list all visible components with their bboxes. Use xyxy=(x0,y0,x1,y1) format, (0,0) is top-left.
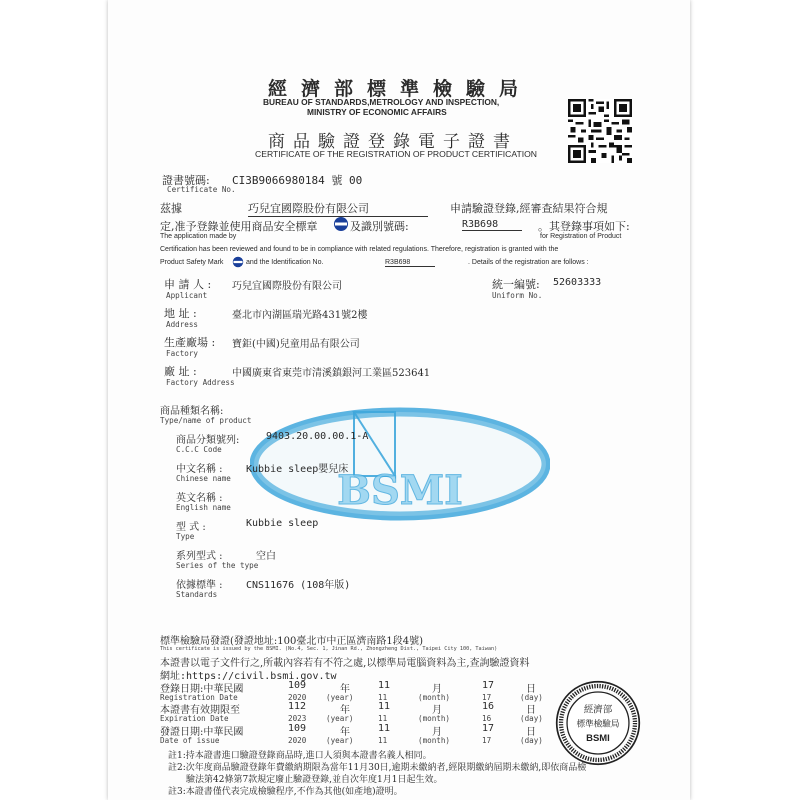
chinese-name-value: Kubbie sleep嬰兒床 xyxy=(246,464,349,475)
basis-en-id: R3B698 xyxy=(385,259,435,267)
agency-name-cn: 經濟部標準檢驗局 xyxy=(268,78,533,100)
factory-address-label-en: Factory Address xyxy=(166,378,235,387)
verify-text: 本證書以電子文件行之,所載內容若有不符之處,以標準局電腦資料為主,查詢驗證資料 xyxy=(160,658,530,669)
product-safety-mark-icon xyxy=(333,216,349,232)
reg-date-month-en: 11 xyxy=(378,693,388,702)
reg-date-day: 17 xyxy=(482,680,495,691)
product-safety-mark-small-icon xyxy=(232,256,244,268)
address-value: 臺北市內湖區瑞光路431號2樓 xyxy=(232,310,368,321)
model-label: 型 式 : xyxy=(176,522,206,533)
reg-date-month: 11 xyxy=(378,680,391,691)
basis-en-6: . Details of the registration are follows : xyxy=(468,259,589,266)
exp-date-month-unit: 月 xyxy=(432,705,442,716)
factory-address-value: 中國廣東省東莞市清溪鎮銀河工業區523641 xyxy=(232,368,431,379)
basis-text-3: 定,准予登錄並使用商品安全標章 xyxy=(160,220,318,233)
english-name-label: 英文名稱 : xyxy=(176,493,223,504)
model-label-en: Type xyxy=(176,532,195,541)
exp-date-day: 16 xyxy=(482,701,495,712)
product-type-label-en: Type/name of product xyxy=(160,416,252,425)
issue-date-year-en: 2020 xyxy=(288,736,307,745)
basis-en-5: and the Identification No. xyxy=(246,259,324,266)
reg-date-year-unit: 年 xyxy=(340,684,350,695)
reg-date-month-unit-en: (month) xyxy=(418,693,451,702)
product-type-label: 商品種類名稱: xyxy=(160,406,224,417)
reg-date-day-unit: 日 xyxy=(526,684,536,695)
series-label-en: Series of the type xyxy=(176,561,259,570)
issue-date-day: 17 xyxy=(482,723,495,734)
issue-date-label: 發證日期:中華民國 xyxy=(160,727,244,738)
reg-date-day-en: 17 xyxy=(482,693,492,702)
exp-date-month-en: 11 xyxy=(378,714,388,723)
issuer-cn: 標準檢驗局發證(發證地址:100臺北市中正區濟南路1段4號) xyxy=(160,636,423,647)
exp-date-day-en: 16 xyxy=(482,714,492,723)
issue-date-day-en: 17 xyxy=(482,736,492,745)
chinese-name-label: 中文名稱 : xyxy=(176,464,223,475)
verify-url: 網址:https://civil.bsmi.gov.tw xyxy=(160,671,337,682)
exp-date-day-unit: 日 xyxy=(526,705,536,716)
basis-text-1: 茲據 xyxy=(160,202,182,215)
basis-en-2: for Registration of Product xyxy=(540,233,622,240)
factory-label-en: Factory xyxy=(166,349,199,358)
certificate-title-cn: 商品驗證登錄電子證書 xyxy=(268,132,518,152)
basis-company: 巧兒宜國際股份有限公司 xyxy=(248,200,428,217)
issue-date-month-unit-en: (month) xyxy=(418,736,451,745)
address-label: 地 址 : xyxy=(164,307,197,320)
uniform-no-label: 統一編號: xyxy=(492,278,540,291)
exp-date-year: 112 xyxy=(288,701,307,712)
exp-date-label: 本證書有效期限至 xyxy=(160,705,240,716)
exp-date-label-en: Expiration Date xyxy=(160,714,229,723)
exp-date-month-unit-en: (month) xyxy=(418,714,451,723)
model-value: Kubbie sleep xyxy=(246,518,319,529)
series-label: 系列型式 : xyxy=(176,551,223,562)
issue-date-month-unit: 月 xyxy=(432,727,442,738)
reg-date-month-unit: 月 xyxy=(432,684,442,695)
applicant-label-en: Applicant xyxy=(166,291,208,300)
basis-en-4: Product Safety Mark xyxy=(160,259,224,266)
basis-text-2: 申請驗證登錄,經審查結果符合規 xyxy=(450,202,608,215)
issue-date-year-unit: 年 xyxy=(340,727,350,738)
basis-text-5: 。其登錄事項如下: xyxy=(538,220,630,233)
standard-label-en: Standards xyxy=(176,590,218,599)
exp-date-year-unit-en: (year) xyxy=(326,714,354,723)
ccc-code-label-en: C.C.C Code xyxy=(176,445,222,454)
note-3: 註3:本證書僅代表完成檢驗程序,不作為其他(如產地)證明。 xyxy=(168,787,403,797)
seal-line-2: 標準檢驗局 xyxy=(576,719,620,730)
note-2b: 驗法第42條第7款規定廢止驗證登錄,並自次年度1月1日起生效。 xyxy=(186,775,443,785)
agency-name-en-2: MINISTRY OF ECONOMIC AFFAIRS xyxy=(307,107,447,117)
exp-date-year-en: 2023 xyxy=(288,714,307,723)
standard-label: 依據標準 : xyxy=(176,580,223,591)
certificate-no-label: 證書號碼: xyxy=(162,174,210,187)
issue-date-month: 11 xyxy=(378,723,391,734)
issue-date-label-en: Date of issue xyxy=(160,736,220,745)
exp-date-day-unit-en: (day) xyxy=(520,714,543,723)
issue-date-day-unit-en: (day) xyxy=(520,736,543,745)
uniform-no-label-en: Uniform No. xyxy=(492,291,543,300)
uniform-no-value: 52603333 xyxy=(553,277,602,288)
basis-en-3: Certification has been reviewed and found to be in compliance with related regulations. Therefore, registration is granted with the xyxy=(160,246,559,253)
ccc-code-label: 商品分類號列: xyxy=(176,435,240,446)
reg-date-year: 109 xyxy=(288,680,307,691)
exp-date-year-unit: 年 xyxy=(340,705,350,716)
official-seal-stamp xyxy=(555,680,641,766)
note-1: 註1:持本證書進口驗證登錄商品時,進口人須與本證書名義人相同。 xyxy=(168,751,432,761)
seal-line-1: 經濟部 xyxy=(583,704,613,716)
issue-date-month-en: 11 xyxy=(378,736,388,745)
certificate-title-en: CERTIFICATE OF THE REGISTRATION OF PRODUCT CERTIFICATION xyxy=(255,149,538,159)
issue-date-year-unit-en: (year) xyxy=(326,736,354,745)
reg-date-day-unit-en: (day) xyxy=(520,693,543,702)
series-value: 空白 xyxy=(256,551,276,562)
qr-code-icon xyxy=(568,99,632,163)
issue-date-day-unit: 日 xyxy=(526,727,536,738)
reg-date-label: 登錄日期:中華民國 xyxy=(160,684,244,695)
address-label-en: Address xyxy=(166,320,199,329)
issuer-en: This certificate is issued by the BSMI. (No.4, Sec. 1, Jinan Rd., Zhongzheng Dist., Taipei City 100, Taiwan) xyxy=(160,646,498,652)
note-2a: 註2:次年度商品驗證登錄年費繳納期限為當年11月30日,逾期未繳納者,經限期繳納屆期未繳納,即依商品檢 xyxy=(168,763,587,773)
basis-en-1: The application made by xyxy=(160,233,237,240)
reg-date-year-en: 2020 xyxy=(288,693,307,702)
factory-address-label: 廠 址 : xyxy=(164,365,197,378)
applicant-value: 巧兒宜國際股份有限公司 xyxy=(232,281,342,292)
exp-date-month: 11 xyxy=(378,701,391,712)
applicant-label: 申 請 人 : xyxy=(164,278,212,291)
issue-date-year: 109 xyxy=(288,723,307,734)
factory-value: 寶鉅(中國)兒童用品有限公司 xyxy=(232,339,360,350)
seal-line-3: BSMI xyxy=(586,733,610,745)
basis-text-4: 及識別號碼: xyxy=(350,220,409,233)
agency-name-en-1: BUREAU OF STANDARDS,METROLOGY AND INSPECTION, xyxy=(263,97,500,107)
english-name-label-en: English name xyxy=(176,503,231,512)
ccc-code-value: 9403.20.00.00.1-A xyxy=(266,431,369,442)
reg-date-year-unit-en: (year) xyxy=(326,693,354,702)
watermark-text: BSMI xyxy=(337,467,463,514)
standard-value: CNS11676 (108年版) xyxy=(246,580,351,591)
certificate-no-label-en: Certificate No. xyxy=(167,185,236,194)
reg-date-label-en: Registration Date xyxy=(160,693,238,702)
factory-label: 生產廠場 : xyxy=(164,336,216,349)
chinese-name-label-en: Chinese name xyxy=(176,474,231,483)
certificate-no-value: CI3B9066980184 號 00 xyxy=(232,174,363,187)
basis-id-no: R3B698 xyxy=(462,219,522,231)
